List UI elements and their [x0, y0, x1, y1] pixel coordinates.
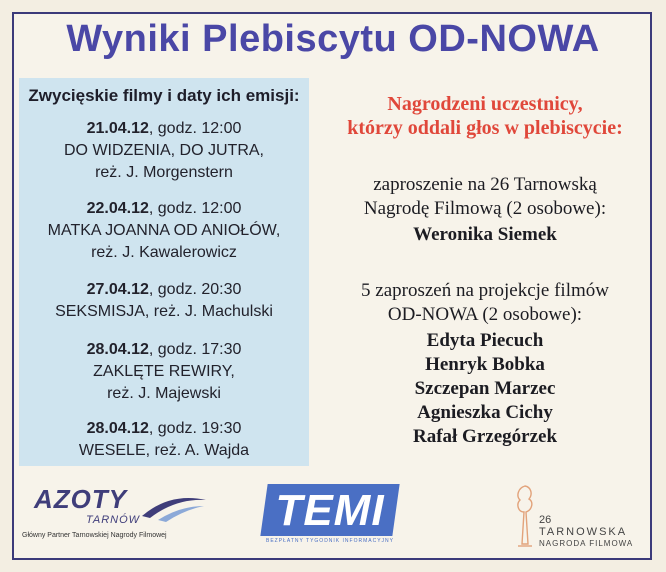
prize-winner: Weronika Siemek [413, 224, 557, 245]
screening-time: , godz. 12:00 [148, 200, 242, 217]
screening-title: DO WIDZENIA, DO JUTRA, [64, 142, 264, 159]
screening-title: SEKSMISJA, reż. J. Machulski [55, 303, 273, 320]
screening-date: 28.04.12 [86, 420, 149, 437]
screening-time: , godz. 12:00 [148, 120, 242, 137]
tnf-number: 26 [539, 514, 552, 526]
prize-winner: Rafał Grzegórzek [412, 426, 558, 447]
swoosh-icon [140, 490, 208, 524]
screening-title: MATKA JOANNA OD ANIOŁÓW, [47, 222, 281, 239]
temi-logo [264, 484, 396, 548]
prize-line: 5 zaproszeń na projekcje filmów [361, 280, 609, 301]
azoty-wordmark: AZOTY [34, 484, 128, 514]
screening-time: , godz. 19:30 [148, 420, 242, 437]
azoty-partner-caption: Główny Partner Tarnowskiej Nagrody Filmowej [22, 532, 167, 539]
screening-item [19, 279, 309, 323]
prize-line: Nagrodę Filmową (2 osobowe): [363, 198, 607, 219]
screening-date: 27.04.12 [86, 281, 149, 298]
screening-item [19, 418, 309, 462]
screening-item [19, 118, 309, 184]
screening-director: reż. J. Morgenstern [95, 164, 233, 181]
screening-item [19, 198, 309, 264]
winners-heading-line: Nagrodzeni uczestnicy, [387, 93, 583, 115]
screening-time: , godz. 17:30 [148, 341, 242, 358]
winners-heading-line: którzy oddali głos w plebiscycie: [347, 117, 623, 139]
prize-winner: Szczepan Marzec [414, 378, 556, 399]
tnf-logo [510, 482, 650, 556]
prize-description [315, 279, 655, 327]
screening-title: WESELE, reż. A. Wajda [78, 442, 250, 459]
prize-line: OD-NOWA (2 osobowe): [387, 304, 583, 325]
prize-line: zaproszenie na 26 Tarnowską [373, 174, 597, 195]
page-title: Wyniki Plebiscytu OD-NOWA [66, 18, 600, 60]
screening-time: , godz. 20:30 [148, 281, 242, 298]
winners-heading [315, 92, 655, 140]
azoty-logo [22, 484, 212, 556]
screenings-heading: Zwycięskie filmy i daty ich emisji: [28, 86, 300, 105]
tnf-title: TARNOWSKA [539, 526, 628, 538]
azoty-subtitle: TARNÓW [86, 514, 141, 526]
screening-director: reż. J. Kawalerowicz [91, 244, 237, 261]
temi-subtitle: BEZPŁATNY TYGODNIK INFORMACYJNY [266, 538, 394, 544]
screening-date: 22.04.12 [86, 200, 149, 217]
screening-item [19, 339, 309, 405]
statuette-icon [510, 482, 540, 552]
prize-winner: Henryk Bobka [425, 354, 545, 375]
screening-title: ZAKLĘTE REWIRY, [93, 363, 235, 380]
screening-director: reż. J. Majewski [107, 385, 221, 402]
prize-winner: Edyta Piecuch [426, 330, 544, 351]
winners-list [315, 329, 655, 449]
screening-date: 21.04.12 [86, 120, 149, 137]
prize-winner: Agnieszka Cichy [417, 402, 553, 423]
screening-date: 28.04.12 [86, 341, 149, 358]
tnf-subtitle: NAGRODA FILMOWA [539, 539, 634, 548]
temi-wordmark: TEMI [275, 486, 385, 535]
prize-description [315, 173, 655, 221]
